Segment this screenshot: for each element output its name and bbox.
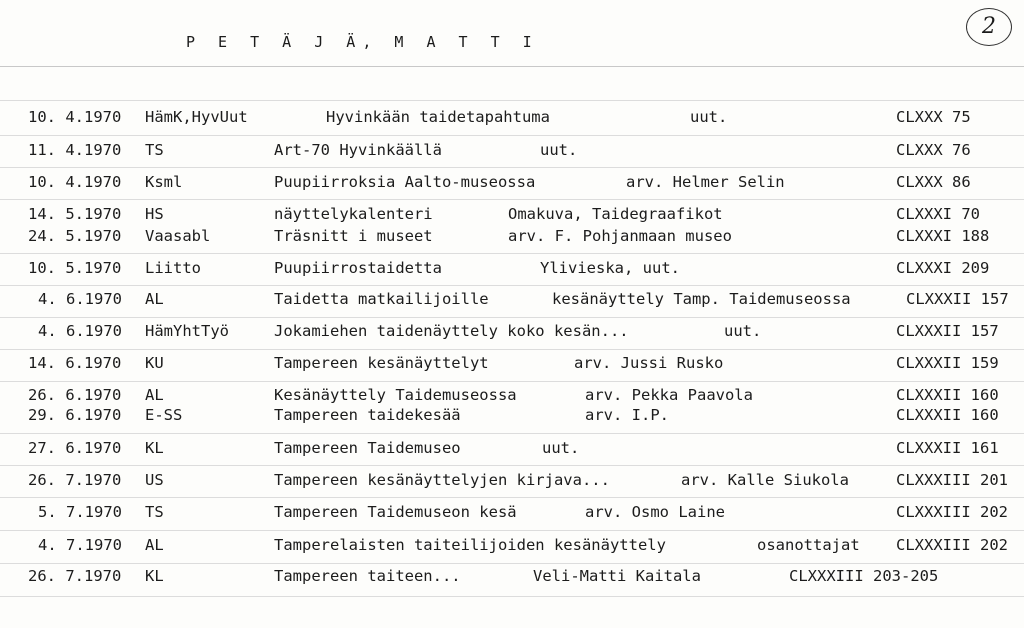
entry-newspaper: HämK,HyvUut [145, 108, 248, 126]
entry-note: kesänäyttely Tamp. Taidemuseossa [552, 290, 851, 308]
entry-date: 4. 6.1970 [38, 290, 122, 308]
entry-row [0, 141, 1024, 161]
entry-reference: CLXXXIII 201 [896, 471, 1008, 489]
entry-date: 24. 5.1970 [28, 227, 122, 245]
entry-row [0, 406, 1024, 426]
entry-newspaper: AL [145, 536, 164, 554]
entry-reference: CLXXX 86 [896, 173, 971, 191]
entry-date: 4. 6.1970 [38, 322, 122, 340]
entry-row [0, 439, 1024, 459]
entry-note: arv. Osmo Laine [585, 503, 725, 521]
ruled-line [0, 596, 1024, 597]
ruled-line [0, 135, 1024, 136]
entry-title: Hyvinkään taidetapahtuma [326, 108, 550, 126]
entry-newspaper: E-SS [145, 406, 183, 424]
entry-newspaper: HS [145, 205, 164, 223]
entry-date: 10. 5.1970 [28, 259, 122, 277]
entry-title: Puupiirroksia Aalto-museossa [274, 173, 536, 191]
entry-reference: CLXXXII 159 [896, 354, 999, 372]
entry-row [0, 567, 1024, 587]
entry-newspaper: KU [145, 354, 164, 372]
entry-newspaper: KL [145, 567, 164, 585]
entry-title: Tampereen kesänäyttelyjen kirjava... [274, 471, 610, 489]
ruled-line [0, 317, 1024, 318]
header-rule [0, 66, 1024, 67]
entry-note: Ylivieska, uut. [540, 259, 680, 277]
entry-row [0, 259, 1024, 279]
entry-title: Träsnitt i museet [274, 227, 433, 245]
entry-title: Tampereen Taidemuseon kesä [274, 503, 517, 521]
entry-date: 26. 6.1970 [28, 386, 122, 404]
entry-reference: CLXXXII 160 [896, 406, 999, 424]
entry-reference: CLXXXII 157 [906, 290, 1009, 308]
entry-reference: CLXXXII 161 [896, 439, 999, 457]
entry-newspaper: Liitto [145, 259, 201, 277]
entry-date: 26. 7.1970 [28, 471, 122, 489]
entry-reference: CLXXXI 188 [896, 227, 990, 245]
entry-newspaper: AL [145, 386, 164, 404]
ruled-line [0, 563, 1024, 564]
entry-title: Tampereen kesänäyttelyt [274, 354, 489, 372]
entry-row [0, 227, 1024, 247]
entry-row [0, 108, 1024, 128]
entry-date: 27. 6.1970 [28, 439, 122, 457]
ruled-line [0, 100, 1024, 101]
entry-newspaper: Ksml [145, 173, 183, 191]
entry-note: arv. Kalle Siukola [681, 471, 849, 489]
entry-note: arv. I.P. [585, 406, 669, 424]
ruled-line [0, 285, 1024, 286]
entry-date: 5. 7.1970 [38, 503, 122, 521]
entry-note: arv. Pekka Paavola [585, 386, 753, 404]
entry-title: Art-70 Hyvinkäällä [274, 141, 442, 159]
entry-newspaper: TS [145, 503, 164, 521]
entry-row [0, 536, 1024, 556]
entry-reference: CLXXX 76 [896, 141, 971, 159]
entry-row [0, 354, 1024, 374]
entry-note: arv. F. Pohjanmaan museo [508, 227, 732, 245]
entry-date: 11. 4.1970 [28, 141, 122, 159]
ruled-line [0, 465, 1024, 466]
entry-title: Jokamiehen taidenäyttely koko kesän... [274, 322, 629, 340]
entry-title: Tampereen Taidemuseo [274, 439, 461, 457]
entry-title: Tampereen taiteen... [274, 567, 461, 585]
page-number-circle: 2 [966, 8, 1012, 46]
entry-note: Omakuva, Taidegraafikot [508, 205, 723, 223]
entry-title: Taidetta matkailijoille [274, 290, 489, 308]
entry-title: Kesänäyttely Taidemuseossa [274, 386, 517, 404]
entry-note: uut. [540, 141, 578, 159]
entry-newspaper: AL [145, 290, 164, 308]
entry-reference: CLXXXIII 202 [896, 536, 1008, 554]
entry-title: Tampereen taidekesää [274, 406, 461, 424]
entry-note: arv. Jussi Rusko [574, 354, 724, 372]
entry-newspaper: US [145, 471, 164, 489]
entry-date: 14. 5.1970 [28, 205, 122, 223]
entry-note: uut. [542, 439, 580, 457]
ruled-line [0, 349, 1024, 350]
ruled-line [0, 167, 1024, 168]
entry-row [0, 290, 1024, 310]
entry-note: uut. [724, 322, 762, 340]
entry-date: 10. 4.1970 [28, 108, 122, 126]
entry-date: 10. 4.1970 [28, 173, 122, 191]
entry-row [0, 386, 1024, 406]
entry-date: 26. 7.1970 [28, 567, 122, 585]
ruled-line [0, 433, 1024, 434]
entry-row [0, 503, 1024, 523]
entry-title: Puupiirrostaidetta [274, 259, 442, 277]
entry-newspaper: Vaasabl [145, 227, 211, 245]
entry-row [0, 471, 1024, 491]
entry-date: 14. 6.1970 [28, 354, 122, 372]
entry-newspaper: HämYhtTyö [145, 322, 229, 340]
entry-note: uut. [690, 108, 728, 126]
card-header-name: P E T Ä J Ä, M A T T I [186, 33, 539, 51]
entry-row [0, 205, 1024, 225]
ruled-line [0, 199, 1024, 200]
entry-title: näyttelykalenteri [274, 205, 433, 223]
entry-row [0, 322, 1024, 342]
ruled-line [0, 530, 1024, 531]
entry-reference: CLXXXII 157 [896, 322, 999, 340]
entry-newspaper: TS [145, 141, 164, 159]
entry-reference: CLXXXIII 203-205 [789, 567, 939, 585]
entry-reference: CLXXX 75 [896, 108, 971, 126]
entry-row [0, 173, 1024, 193]
entry-title: Tamperelaisten taiteilijoiden kesänäyttely [274, 536, 666, 554]
entry-newspaper: KL [145, 439, 164, 457]
entry-date: 4. 7.1970 [38, 536, 122, 554]
entry-reference: CLXXXII 160 [896, 386, 999, 404]
entry-note: osanottajat [757, 536, 860, 554]
entry-date: 29. 6.1970 [28, 406, 122, 424]
ruled-line [0, 253, 1024, 254]
ruled-line [0, 381, 1024, 382]
entry-note: Veli-Matti Kaitala [533, 567, 701, 585]
entry-note: arv. Helmer Selin [626, 173, 785, 191]
ruled-line [0, 497, 1024, 498]
entry-reference: CLXXXI 209 [896, 259, 990, 277]
entry-reference: CLXXXI 70 [896, 205, 980, 223]
entry-reference: CLXXXIII 202 [896, 503, 1008, 521]
